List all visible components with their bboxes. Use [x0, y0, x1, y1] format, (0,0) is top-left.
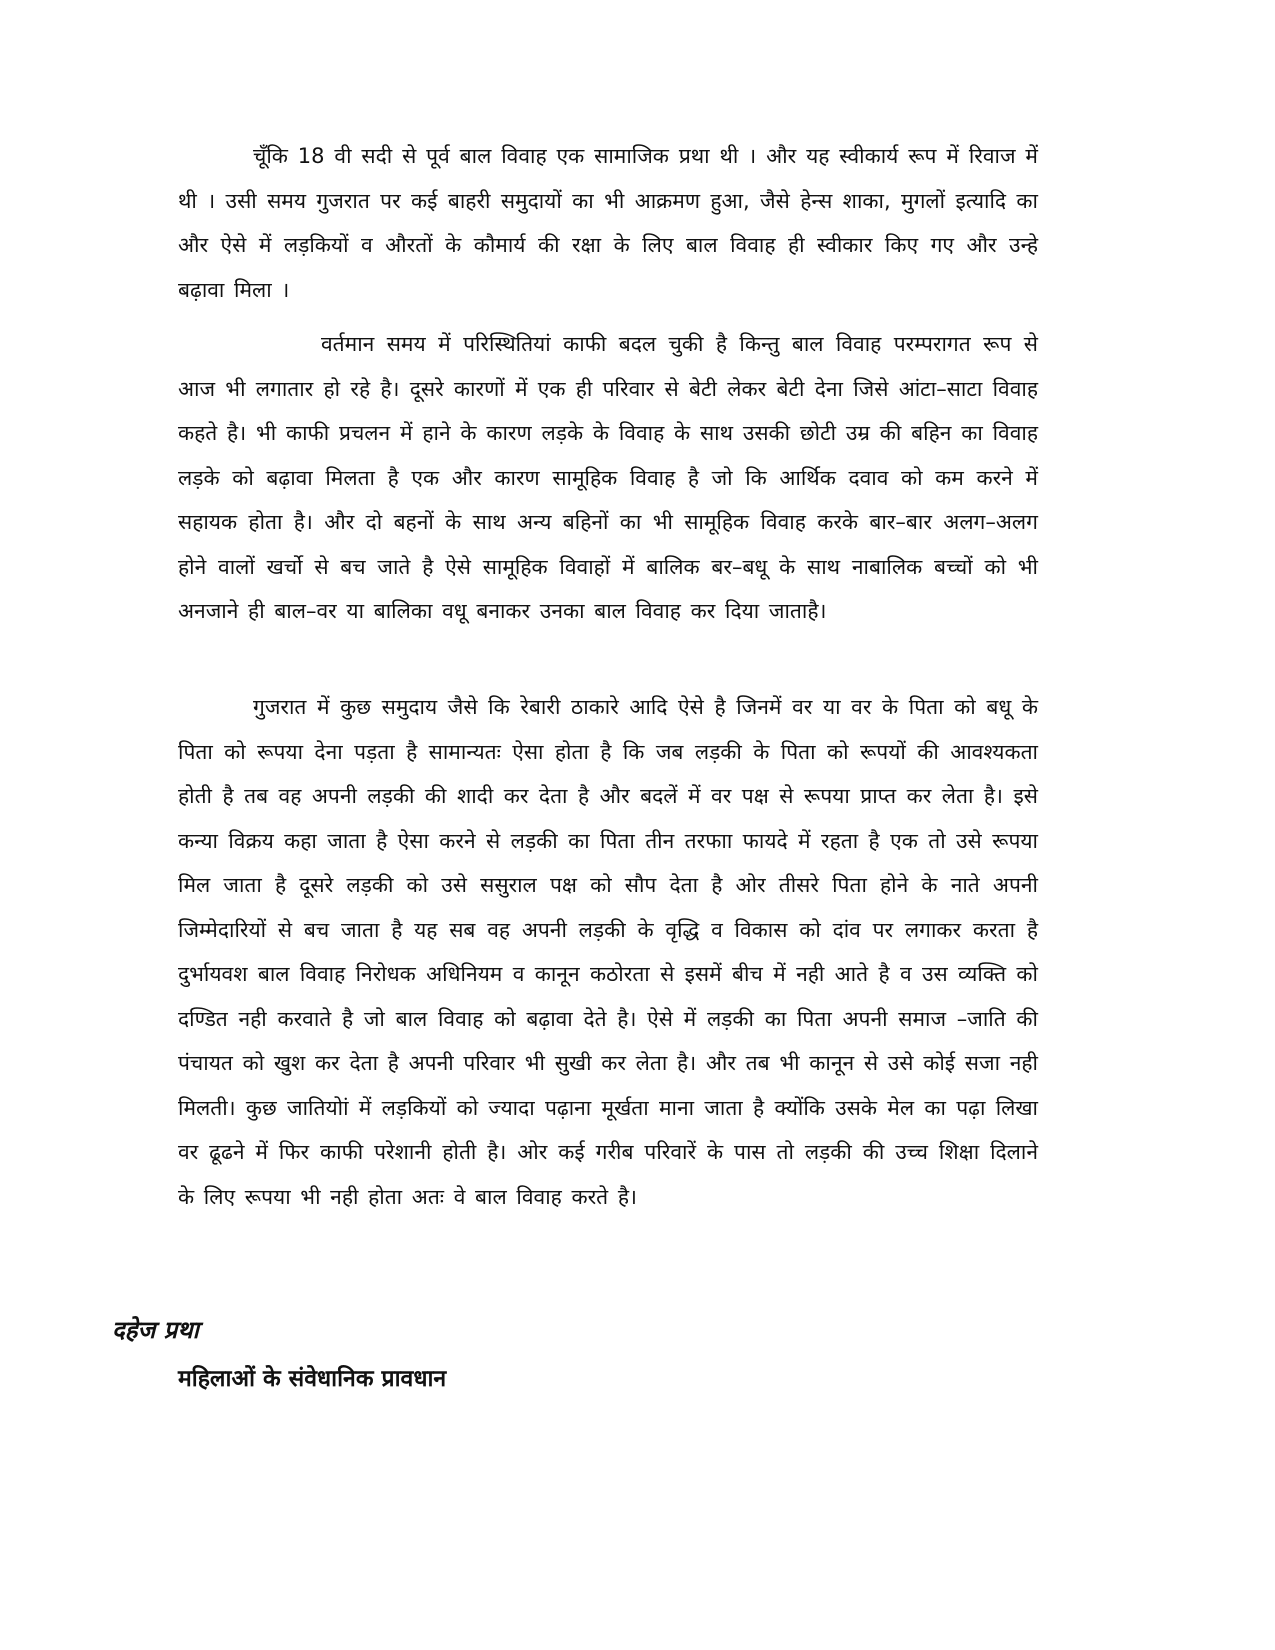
subsection-heading-constitutional-provisions: महिलाओं के संवेधानिक प्रावधान [178, 1366, 447, 1392]
paragraph-current-situation: वर्तमान समय में परिस्थितियां काफी बदल चुकी है किन्तु बाल विवाह परम्परागत रूप से आज भी लगातार हो रहे है। दूसरे कारणों में एक ही परिवार से बेटी लेकर बेटी देना जिसे आंटा–साटा विवाह कहते है। भी काफी प्रचलन में हाने के कारण लड़के के विवाह के साथ उसकी छोटी उम्र की बहिन का विवाह लड़के को बढ़ावा मिलता है एक और कारण सामूहिक विवाह है जो कि आर्थिक दवाव को कम करने में सहायक होता है। और दो बहनों के साथ अन्य बहिनों का भी सामूहिक विवाह करके बार–बार अलग–अलग होने वालों खर्चो से बच जाते है ऐसे सामूहिक विवाहों में बालिक बर–बधू के साथ नाबालिक बच्चों को भी अनजाने ही बाल–वर या बालिका वधू बनाकर उनका बाल विवाह कर दिया जाताहै। [178, 332, 1038, 623]
section-heading-dowry: दहेज प्रथा [112, 1316, 199, 1344]
paragraph-gujarat-communities: गुजरात में कुछ समुदाय जैसे कि रेबारी ठाकारे आदि ऐसे है जिनमें वर या वर के पिता को बधू के पिता को रूपया देना पड़ता है सामान्यतः ऐसा होता है कि जब लड़की के पिता को रूपयों की आवश्यकता होती है तब वह अपनी लड़की की शादी कर देता है और बदलें में वर पक्ष से रूपया प्राप्त कर लेता है। इसे कन्या विक्रय कहा जाता है ऐसा करने से लड़की का पिता तीन तरफाा फायदे में रहता है एक तो उसे रूपया मिल जाता है दूसरे लड़की को उसे ससुराल पक्ष को सौप देता है ओर तीसरे पिता होने के नाते अपनी जिम्मेदारियों से बच जाता है यह सब वह अपनी लड़की के वृद्धि व विकास को दांव पर लगाकर करता है दुर्भायवश बाल विवाह निरोधक अधिनियम व कानून कठोरता से इसमें बीच में नही आते है व उस व्यक्ति को दण्डित नही करवाते है जो बाल विवाह को बढ़ावा देते है। ऐसे में लड़की का पिता अपनी समाज –जाति की पंचायत को खुश कर देता है अपनी परिवार भी सुखी कर लेता है। और तब भी कानून से उसे कोई सजा नही मिलती। कुछ जातियोां में लड़कियों को ज्यादा पढ़ाना मूर्खता माना जाता है क्योंकि उसके मेल का पढ़ा लिखा वर ढूढने में फिर काफी परेशानी होती है। ओर कई गरीब परिवारें के पास तो लड़की की उच्च शिक्षा दिलाने के लिए रूपया भी नही होता अतः वे बाल विवाह करते है। [178, 695, 1038, 1209]
paragraph-child-marriage-history: चूँकि 18 वी सदी से पूर्व बाल विवाह एक सामाजिक प्रथा थी । और यह स्वीकार्य रूप में रिवाज में थी । उसी समय गुजरात पर कई बाहरी समुदायों का भी आक्रमण हुआ, जैसे हेन्स शाका, मुगलों इत्यादि का और ऐसे में लड़कियों व औरतों के कौमार्य की रक्षा के लिए बाल विवाह ही स्वीकार किए गए और उन्हे बढ़ावा मिला । [178, 144, 1038, 302]
